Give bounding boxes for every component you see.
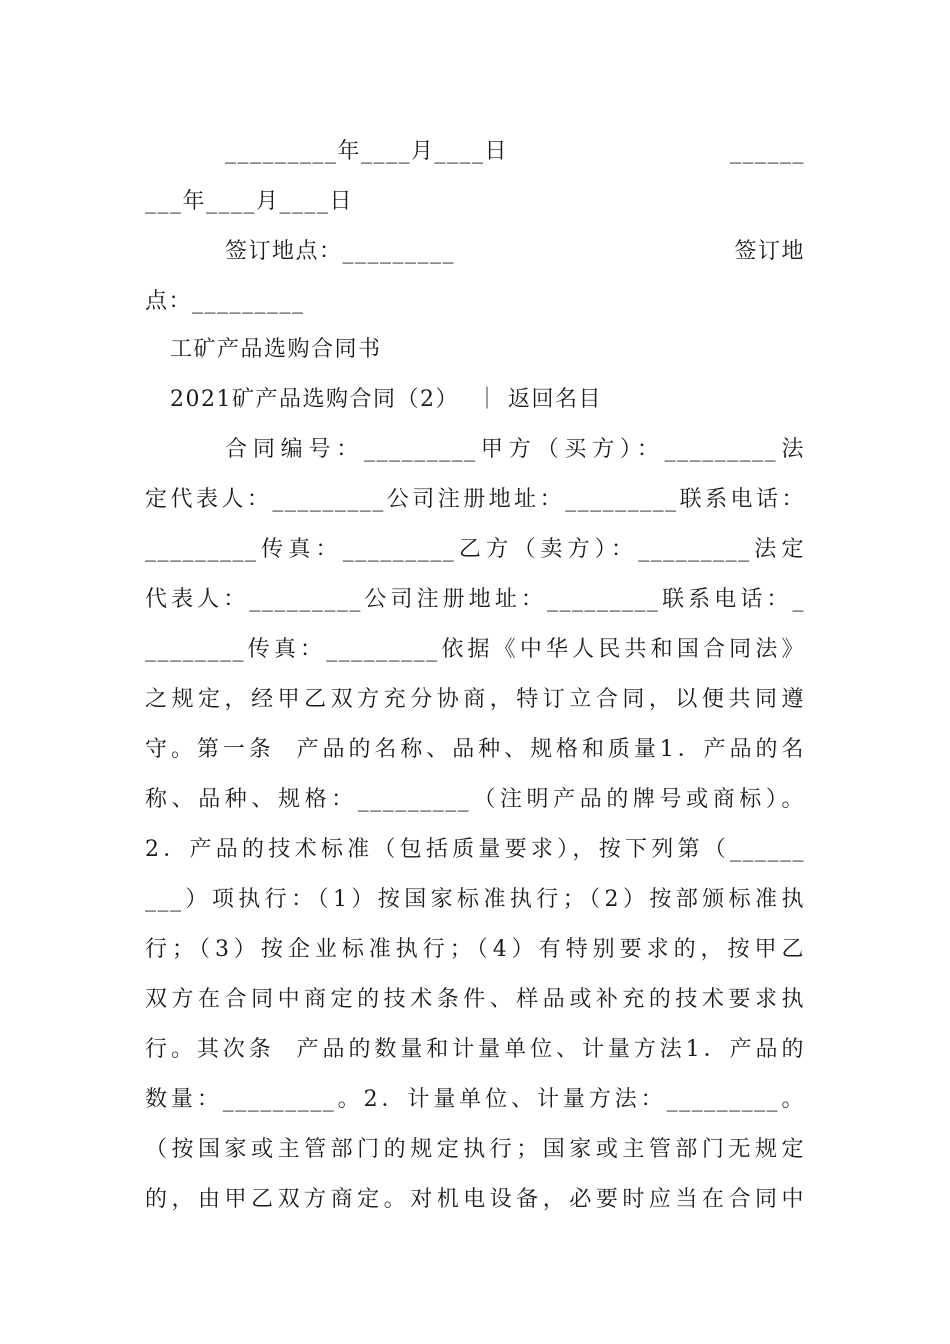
signing-date-party-b-start: ______ [730,139,805,164]
document-title: 工矿产品选购合同书 [170,337,382,362]
signing-place-party-b: 点：_________ [145,289,305,314]
body-line: 称、品种、规格：_________（注明产品的牌号或商标）。 [145,787,805,812]
signing-date-party-b: ___年____月____日 [145,189,354,214]
body-line: 定代表人：_________公司注册地址：_________联系电话： [145,487,805,512]
signing-place-party-b-label: 签订地 [734,239,805,264]
body-line: 行；（3）按企业标准执行；（4）有特别要求的，按甲乙 [145,937,805,962]
body-line: 之规定，经甲乙双方充分协商，特订立合同，以便共同遵 [145,687,805,712]
body-line: 守。第一条 产品的名称、品种、规格和质量1．产品的名 [145,737,805,762]
body-line: 代表人：_________公司注册地址：_________联系电话：_ [145,587,805,612]
signing-date-party-a: _________年____月____日 [225,139,509,164]
body-line: （按国家或主管部门的规定执行；国家或主管部门无规定 [145,1137,805,1162]
body-line: 行。其次条 产品的数量和计量单位、计量方法1．产品的 [145,1037,805,1062]
body-line: 2．产品的技术标准（包括质量要求），按下列第（______ [145,837,805,862]
body-line: 合同编号：_________甲方（买方）：_________法 [225,437,805,462]
body-line: ___）项执行：（1）按国家标准执行；（2）按部颁标准执 [145,887,805,912]
document-subtitle: 2021矿产品选购合同（2） ｜ 返回名目 [170,387,602,412]
body-line: 的，由甲乙双方商定。对机电设备，必要时应当在合同中 [145,1187,805,1212]
body-line: ________传真：_________依据《中华人民共和国合同法》 [145,637,805,662]
body-line: _________传真：_________乙方（卖方）：_________法定 [145,537,805,562]
body-line: 数量：_________。2．计量单位、计量方法：_________。 [145,1087,805,1112]
body-line: 双方在合同中商定的技术条件、样品或补充的技术要求执 [145,987,805,1012]
signing-place-party-a: 签订地点：_________ [225,239,456,264]
